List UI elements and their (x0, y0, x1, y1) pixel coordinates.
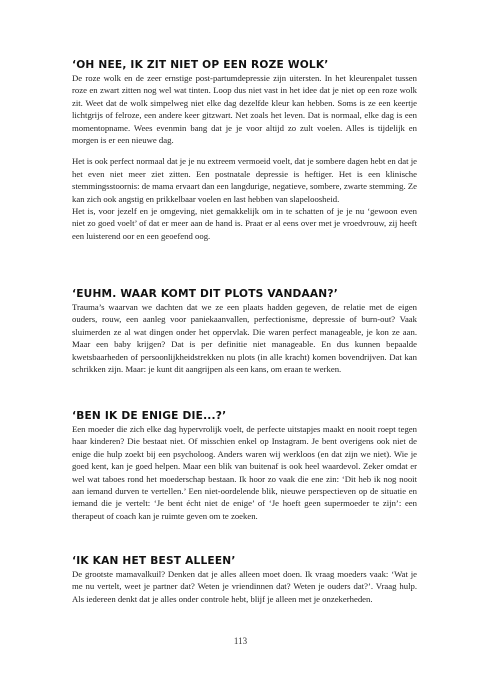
section-heading: ‘OH NEE, IK ZIT NIET OP EEN ROZE WOLK’ (72, 59, 329, 71)
page-number: 113 (233, 636, 248, 646)
section-heading: ‘EUHM. WAAR KOMT DIT PLOTS VANDAAN?’ (72, 288, 338, 300)
paragraph: De grootste mamavalkuil? Denken dat je alles alleen moet doen. Ik vraag moeders vaak: ‘Wat je me nu vertelt, weet je partner dat? Weten je vriendinnen dat? Weten je ouders dat?’. Vraag hulp. Als iedereen denkt dat je alles onder controle hebt, blijf je alleen met je onzekerheden. (72, 569, 417, 604)
section-enige-die (72, 410, 417, 522)
section-body (72, 568, 417, 605)
section-body (72, 301, 417, 375)
section-body (72, 72, 417, 242)
paragraph: Het is ook perfect normaal dat je je nu extreem vermoeid voelt, dat je sombere dagen hebt en dat je het even niet meer ziet zitten. Een postnatale depressie is heftiger. Het is een klinische stemmingsstoornis: de mama ervaart dan een langdurige, negatieve, sombere, zwarte stemming. Ze kan zich ook angstig en prikkelbaar voelen en last hebben van slapeloosheid. (72, 156, 417, 204)
paragraph: Het is, voor jezelf en je omgeving, niet gemakkelijk om in te schatten of je je nu ‘gewoon even niet zo goed voelt’ of dat er meer aan de hand is. Praat er al eens over met je vroedvrouw, zij heeft een luisterend oor en een geoefend oog. (72, 206, 417, 241)
section-plots-vandaan (72, 288, 417, 375)
section-body (72, 423, 417, 522)
section-heading: ‘IK KAN HET BEST ALLEEN’ (72, 555, 236, 567)
paragraph: De roze wolk en de zeer ernstige post-partumdepressie zijn uitersten. In het kleurenpalet tussen roze en zwart zitten nog wel wat tinten. Loop dus niet vast in het idee dat je niet op een roze wolk zit. Weet dat de wolk simpelweg niet elke dag dezelfde kleur kan hebben. Soms is ze een keertje lichtgrijs of felroze, een andere keer gitzwart. Net zoals het leven. Dat is normaal, elke dag is een momentopname. Wees evenmin bang dat je je voor altijd zo zult voelen. Alles is tijdelijk en morgen is er een nieuwe dag. (72, 73, 417, 146)
paragraph: Een moeder die zich elke dag hypervrolijk voelt, de perfecte uitstapjes maakt en nooit roept tegen haar kinderen? Die bestaat niet. Of misschien enkel op Instagram. Je bent overigens ook niet de enige die hulp zoekt bij een psycholoog. Anders waren wij werkloos (en dat zijn we niet). Wie je goed kent, kan je goed helpen. Maar een blik van buitenaf is ook heel waardevol. Zeker omdat er wel wat taboes rond het moederschap bestaan. Ik hoor zo vaak die ene zin: ‘Dit heb ik nog nooit aan iemand durven te vertellen.’ Een niet-oordelende blik, nieuwe perspectieven op de situatie en iemand die je vertelt: ‘Je bent écht niet de enige’ of ‘Je hoeft geen supermoeder te zijn’: een therapeut of coach kan je ruimte geven om te zoeken. (72, 424, 417, 521)
section-best-alleen (72, 555, 417, 605)
paragraph: Trauma’s waarvan we dachten dat we ze een plaats hadden gegeven, de relatie met de eigen ouders, rouw, een aanleg voor paniekaanvallen, perfectionisme, depressie of burn-out? Vaak sluimerden ze al wat dingen onder het oppervlak. Die waren perfect manageable, je kon ze aan. Maar een baby krijgen? Dat is per definitie niet manageable. En dus kunnen bepaalde kwetsbaarheden of persoonlijkheidstrekken nu plots (in alle kracht) komen bovendrijven. Dat kan schrikken zijn. Maar: je kunt dit aangrijpen als een kans, om eraan te werken. (72, 302, 417, 375)
section-heading: ‘BEN IK DE ENIGE DIE...?’ (72, 410, 227, 422)
section-roze-wolk (72, 59, 417, 242)
